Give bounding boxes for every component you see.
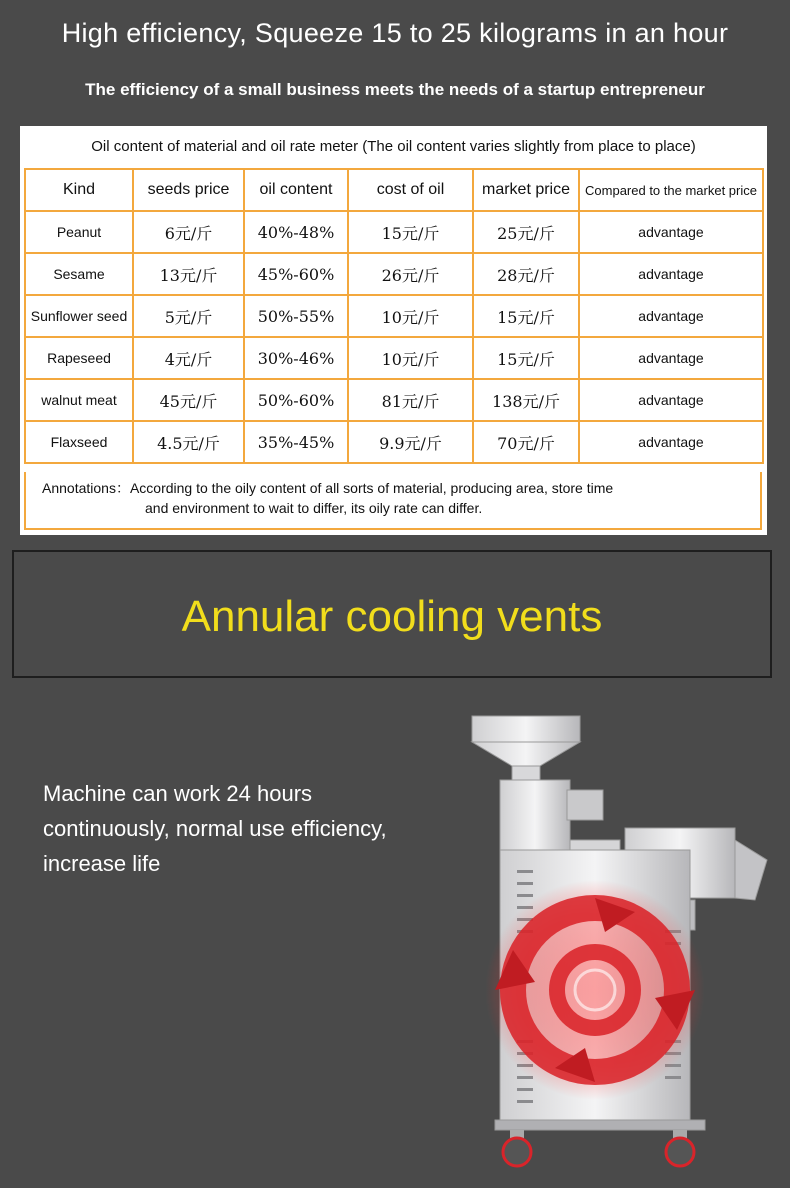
table-row — [25, 337, 763, 379]
table-cell: 45%-60% — [244, 253, 348, 295]
table-cell: Flaxseed — [25, 421, 133, 463]
table-cell: 26元/斤 — [348, 253, 473, 295]
table-row — [25, 379, 763, 421]
table-cell: 13元/斤 — [133, 253, 244, 295]
oil-press-machine-image — [455, 700, 775, 1170]
table-cell: Peanut — [25, 211, 133, 253]
table-cell: 25元/斤 — [473, 211, 579, 253]
table-cell: Rapeseed — [25, 337, 133, 379]
banner-title: Annular cooling vents — [181, 592, 603, 641]
column-header: cost of oil — [348, 169, 473, 211]
table-cell: 6元/斤 — [133, 211, 244, 253]
table-cell: advantage — [579, 253, 763, 295]
hopper — [472, 716, 580, 780]
table-cell: 10元/斤 — [348, 337, 473, 379]
section-banner — [12, 550, 772, 678]
headline: High efficiency, Squeeze 15 to 25 kilograms in an hour — [61, 18, 729, 48]
machine-base — [495, 1120, 705, 1130]
table-cell: 15元/斤 — [473, 295, 579, 337]
subheadline: The efficiency of a small business meets the needs of a startup entrepreneur — [85, 80, 705, 99]
table-cell: advantage — [579, 211, 763, 253]
annotation-line-2: and environment to wait to differ, its oily rate can differ. — [145, 500, 483, 516]
table-annotation — [24, 472, 762, 530]
annotation-line-1: Annotations：According to the oily content of all sorts of material, producing area, store time — [42, 480, 614, 496]
table-cell: 50%-55% — [244, 295, 348, 337]
table-cell: Sunflower seed — [25, 295, 133, 337]
column-header: market price — [473, 169, 579, 211]
table-title: Oil content of material and oil rate meter (The oil content varies slightly from place to place) — [91, 138, 696, 155]
table-row — [25, 421, 763, 463]
table-cell: 15元/斤 — [348, 211, 473, 253]
table-cell: advantage — [579, 295, 763, 337]
table-cell: advantage — [579, 337, 763, 379]
table-row — [25, 253, 763, 295]
description-line-2: continuously, normal use efficiency, — [43, 816, 387, 841]
table-cell: 4元/斤 — [133, 337, 244, 379]
table-cell: advantage — [579, 421, 763, 463]
description-line-3: increase life — [43, 851, 161, 876]
description-line-1: Machine can work 24 hours — [43, 781, 313, 806]
table-cell: 15元/斤 — [473, 337, 579, 379]
table-cell: 10元/斤 — [348, 295, 473, 337]
table-cell: 45元/斤 — [133, 379, 244, 421]
feature-description — [43, 776, 463, 881]
table-cell: advantage — [579, 379, 763, 421]
motor-housing — [567, 790, 603, 820]
table-cell: 5元/斤 — [133, 295, 244, 337]
table-cell: 70元/斤 — [473, 421, 579, 463]
table-row — [25, 295, 763, 337]
upper-column — [500, 780, 570, 850]
oil-rate-table — [24, 168, 764, 464]
column-header: oil content — [244, 169, 348, 211]
table-cell: 50%-60% — [244, 379, 348, 421]
column-header: seeds price — [133, 169, 244, 211]
table-cell: 4.5元/斤 — [133, 421, 244, 463]
table-cell: 138元/斤 — [473, 379, 579, 421]
table-cell: 81元/斤 — [348, 379, 473, 421]
table-header-row — [25, 169, 763, 211]
caster-wheels — [503, 1130, 694, 1166]
table-row — [25, 211, 763, 253]
column-header: Kind — [25, 169, 133, 211]
table-cell: 30%-46% — [244, 337, 348, 379]
cooling-arrows-icon — [485, 880, 705, 1100]
table-cell: 40%-48% — [244, 211, 348, 253]
table-cell: walnut meat — [25, 379, 133, 421]
oil-rate-table-card — [20, 126, 767, 535]
table-cell: 35%-45% — [244, 421, 348, 463]
column-header: Compared to the market price — [579, 169, 763, 211]
table-cell: Sesame — [25, 253, 133, 295]
table-cell: 9.9元/斤 — [348, 421, 473, 463]
table-cell: 28元/斤 — [473, 253, 579, 295]
